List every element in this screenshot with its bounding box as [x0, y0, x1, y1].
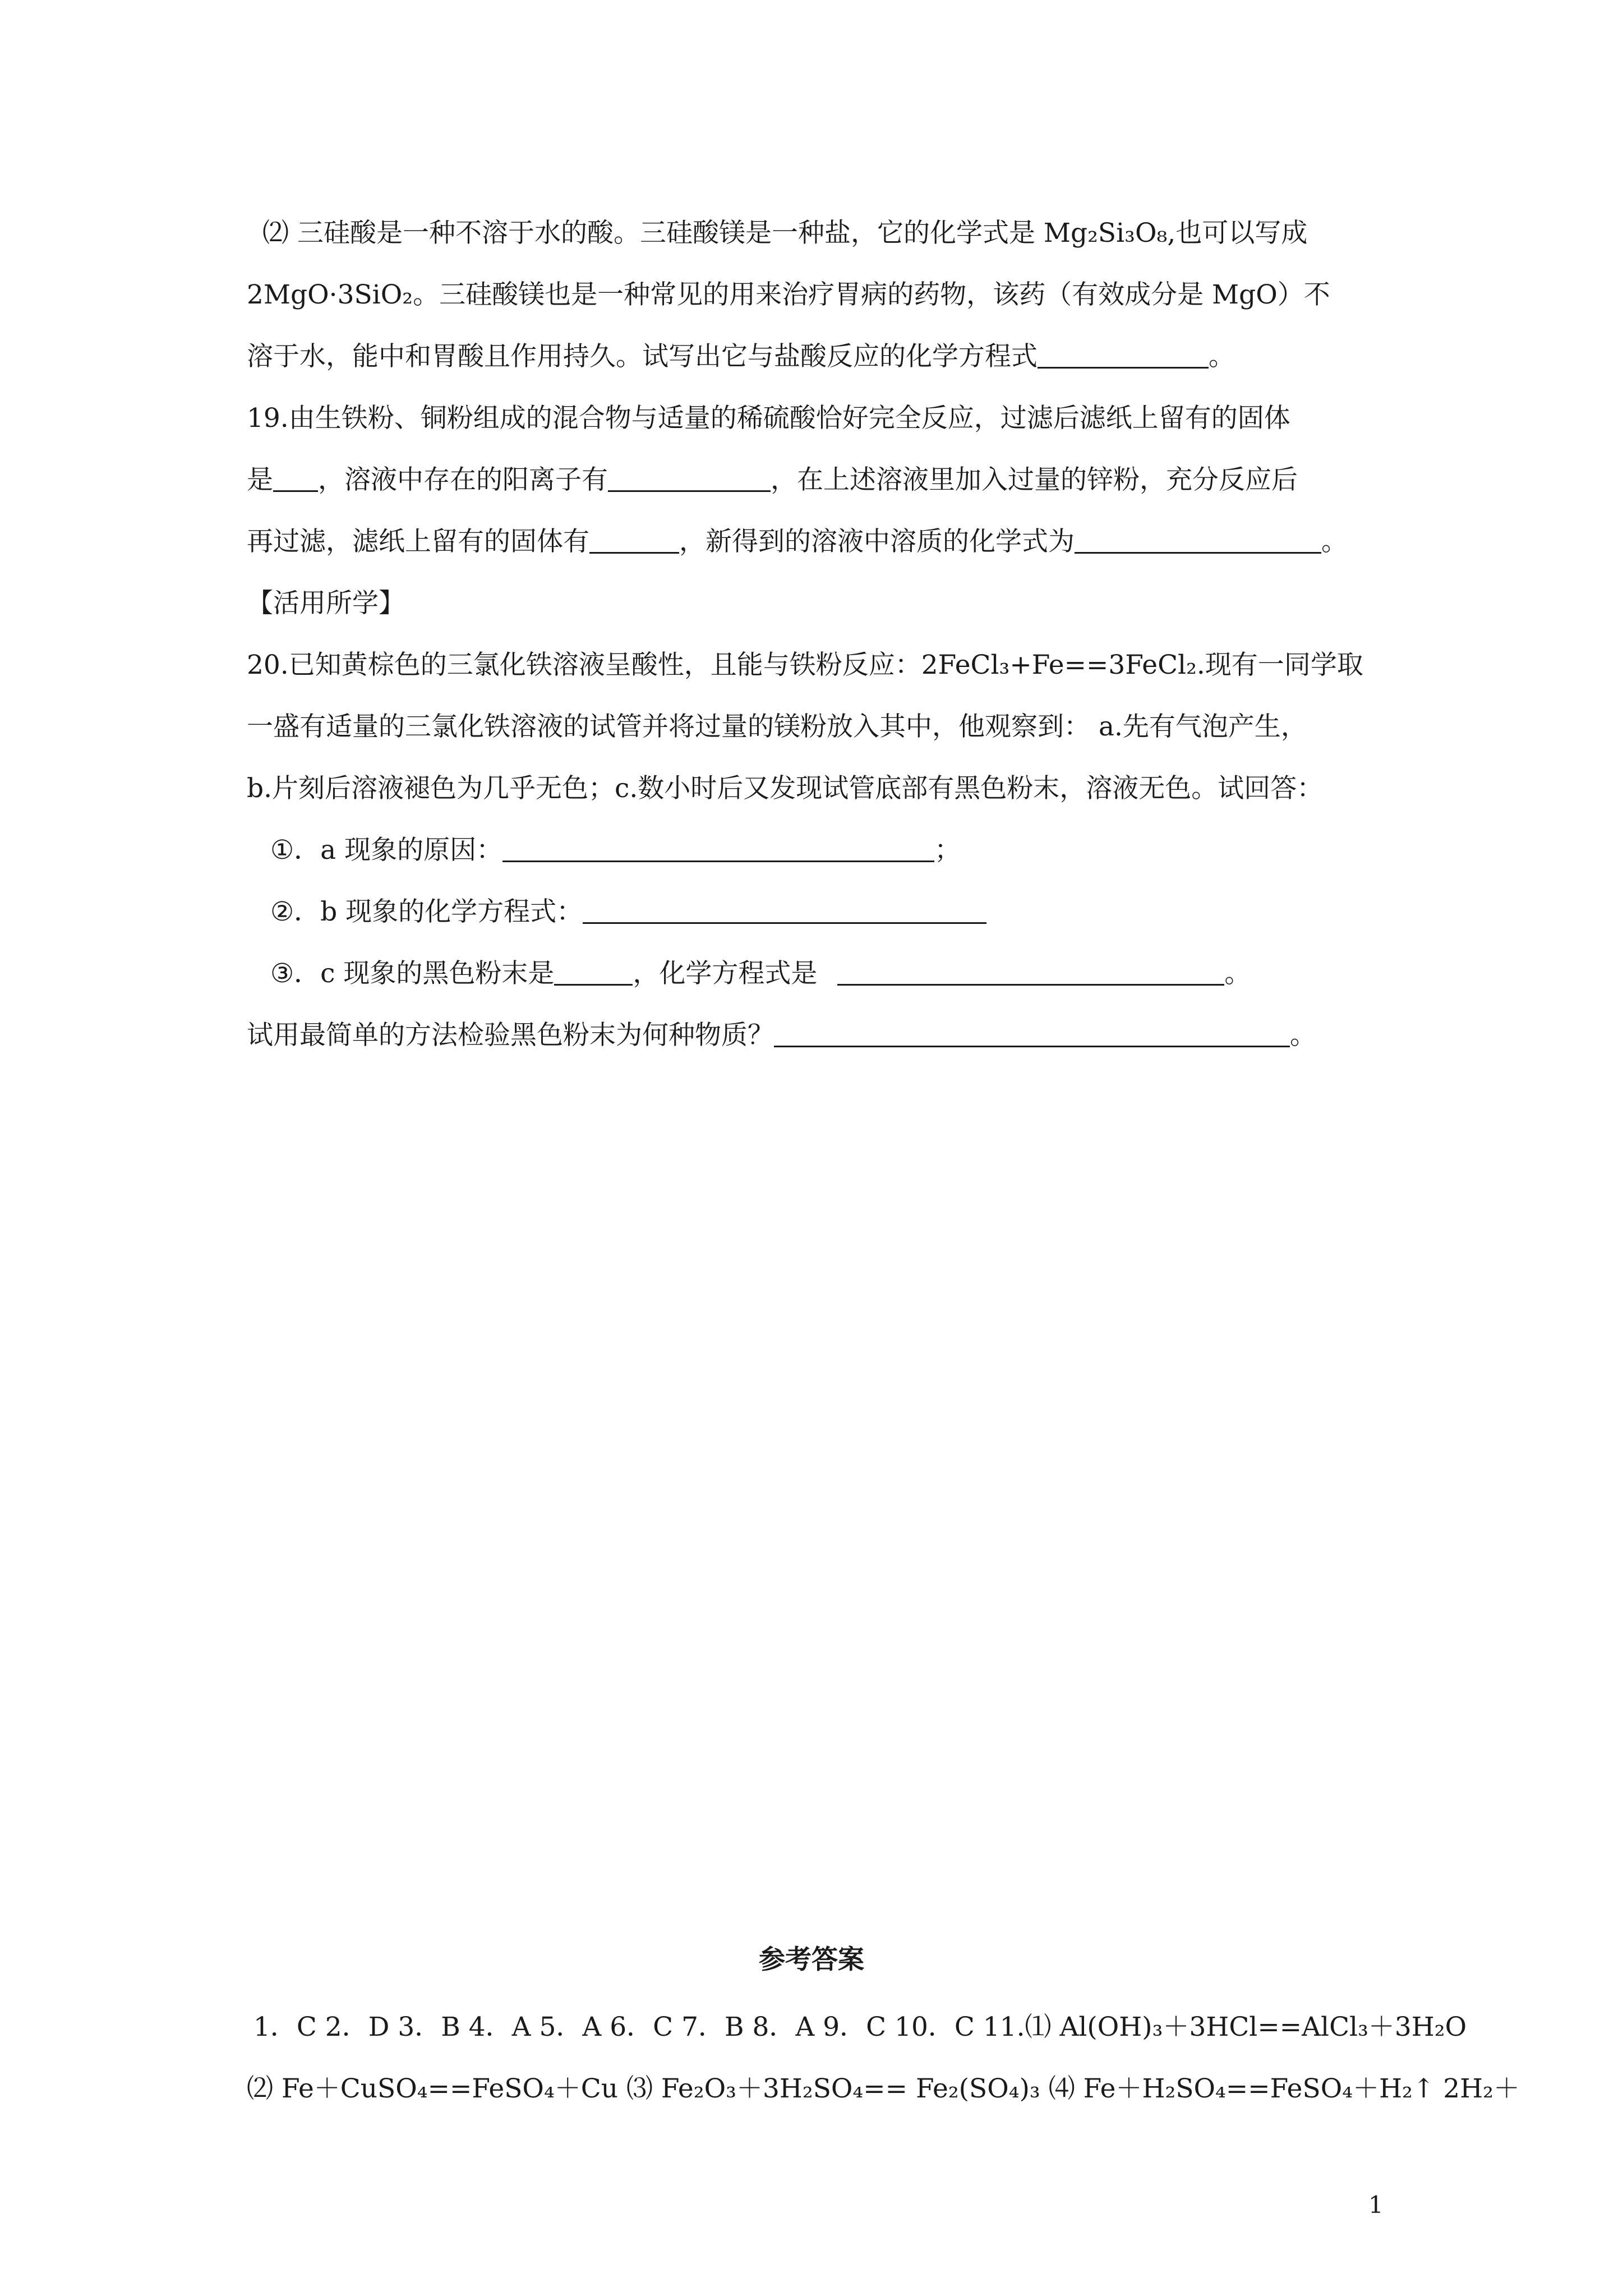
- answer-blank[interactable]: [608, 468, 771, 492]
- q19-line1: 19.由生铁粉、铜粉组成的混合物与适量的稀硫酸恰好完全反应，过滤后滤纸上留有的固体: [247, 403, 1290, 434]
- answer-blank[interactable]: [583, 900, 986, 924]
- answer-blank[interactable]: [1075, 530, 1321, 554]
- q19-line2-b: ，溶液中存在的阳离子有: [318, 464, 608, 495]
- answer-blank[interactable]: [273, 468, 318, 492]
- answer-blank[interactable]: [589, 530, 679, 554]
- q18-part2-line3: [247, 343, 1235, 370]
- answer-blank[interactable]: [1038, 344, 1209, 369]
- q20-item3: [270, 960, 1251, 987]
- q19-line3-b: ，新得到的溶液中溶质的化学式为: [679, 526, 1075, 557]
- answer-blank[interactable]: [554, 961, 633, 986]
- q20-item2-label: ②．b 现象的化学方程式：: [270, 896, 583, 927]
- section-heading: 【活用所学】: [247, 588, 405, 619]
- q20-item3-a: ③．c 现象的黑色粉末是: [270, 958, 555, 989]
- q20-line2: 一盛有适量的三氯化铁溶液的试管并将过量的镁粉放入其中，他观察到： a.先有气泡产生，: [247, 711, 1307, 742]
- q20-item1-end: ；: [934, 835, 961, 866]
- q18-part2-line3-end: 。: [1209, 341, 1235, 372]
- q19-line2-c: ，在上述溶液里加入过量的锌粉，充分反应后: [771, 464, 1298, 495]
- answer-blank[interactable]: [774, 1023, 1290, 1047]
- answers-line2: ⑵ Fe＋CuSO₄==FeSO₄＋Cu ⑶ Fe₂O₃＋3H₂SO₄== Fe₂(SO₄)₃ ⑷ Fe＋H₂SO₄==FeSO₄＋H₂↑ 2H₂＋: [247, 2073, 1520, 2104]
- q20-line1: 20.已知黄棕色的三氯化铁溶液呈酸性，且能与铁粉反应：2FeCl₃+Fe==3FeCl₂.现有一同学取: [247, 650, 1363, 680]
- answers-title: 参考答案: [759, 1944, 864, 1975]
- q20-final-end: 。: [1290, 1020, 1316, 1051]
- q18-part2-line1: ⑵ 三硅酸是一种不溶于水的酸。三硅酸镁是一种盐，它的化学式是 Mg₂Si₃O₈,也可以写成: [262, 218, 1308, 249]
- page-number: 1: [1368, 2191, 1384, 2219]
- q18-part2-line3-text: 溶于水，能中和胃酸且作用持久。试写出它与盐酸反应的化学方程式: [247, 341, 1038, 372]
- q20-item1: [270, 835, 961, 866]
- q19-line3: [247, 528, 1348, 555]
- q20-item1-label: ①．a 现象的原因：: [270, 835, 503, 866]
- q20-item3-b: ，化学方程式是: [633, 958, 818, 989]
- q19-line3-end: 。: [1321, 526, 1348, 557]
- q20-item2: [270, 896, 986, 927]
- answer-blank[interactable]: [502, 838, 934, 862]
- q19-line2: [247, 464, 1298, 495]
- q19-line2-a: 是: [247, 464, 273, 495]
- answer-blank[interactable]: [837, 961, 1224, 986]
- q20-final: [247, 1020, 1316, 1051]
- q19-line3-a: 再过滤，滤纸上留有的固体有: [247, 526, 589, 557]
- answers-line1: 1．C 2．D 3．B 4．A 5．A 6．C 7．B 8．A 9．C 10．C 11.⑴ Al(OH)₃＋3HCl==AlCl₃＋3H₂O: [253, 2012, 1467, 2042]
- q20-item3-end: 。: [1224, 958, 1251, 989]
- q18-part2-line2: 2MgO·3SiO₂。三硅酸镁也是一种常见的用来治疗胃病的药物，该药（有效成分是 MgO）不: [247, 279, 1330, 310]
- q20-line3: b.片刻后溶液褪色为几乎无色；c.数小时后又发现试管底部有黑色粉末，溶液无色。试回答：: [247, 773, 1324, 804]
- q20-final-question: 试用最简单的方法检验黑色粉末为何种物质？: [247, 1020, 774, 1051]
